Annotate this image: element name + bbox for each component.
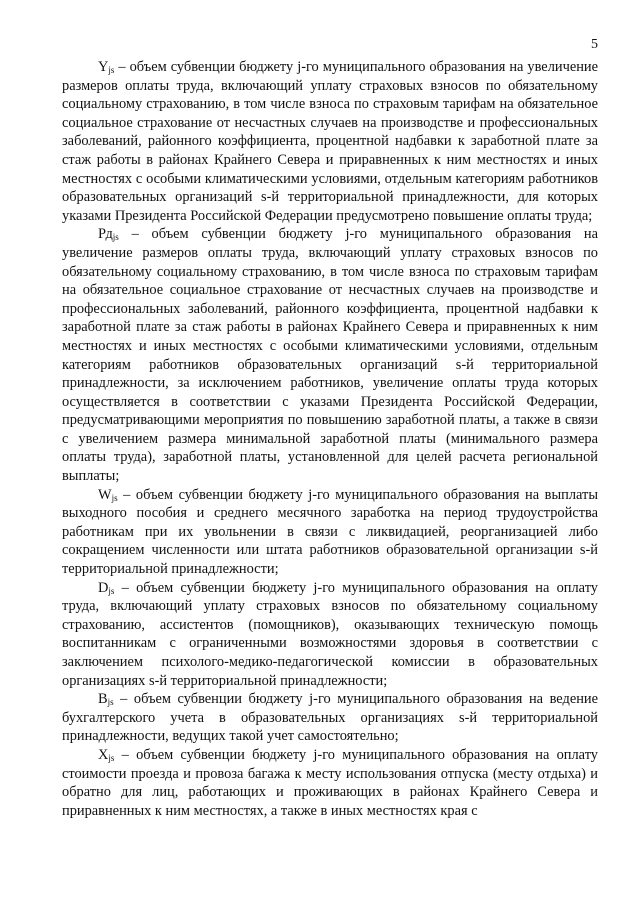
formula-subscript: js xyxy=(112,232,119,243)
paragraph-x-js xyxy=(62,746,598,820)
formula-symbol: Рд xyxy=(98,226,113,243)
page-number: 5 xyxy=(591,37,598,52)
paragraph-text: – объем субвенции бюджету j-го муниципального образования на увеличение размеров оплаты труда, включающий уплату страховых взносов по обязательному социальному страхованию, в том числе взноса по страховым тарифам на обязательное социальное страхование от несчастных случаев на производстве и профессиональных заболеваний, районного коэффициента, процентной надбавки к заработной плате за стаж работы в районах Крайнего Севера и приравненных к ним местностях и иных местностях с особыми климатическими условиями, отдельным категориям работников образовательных организаций s-й территориальной принадлежности, для которых указами Президента Российской Федерации предусмотрено повышение оплаты труда; xyxy=(62,59,598,224)
paragraph-y-js xyxy=(62,58,598,225)
paragraph-text: – объем субвенции бюджету j-го муниципального образования на оплату труда, включающий уплату страховых взносов по обязательному социальному страхованию, ассистентов (помощников), оказывающих техническую помощь воспитанникам с ограниченными возможностями здоровья в соответствии с заключением психолого-медико-педагогической комиссии в образовательных организациях s-й территориальной принадлежности; xyxy=(62,579,598,689)
paragraph-text: – объем субвенции бюджету j-го муниципального образования на увеличение размеров оплаты труда, включающий уплату страховых взносов по обязательному социальному страхованию, в том числе взноса по страховым тарифам на обязательное социальное страхование от несчастных случаев на производстве и профессиональных заболеваний, районного коэффициента, процентной надбавки к заработной плате за стаж работы в районах Крайнего Севера и приравненных к ним местностях и иных местностях с особыми климатическими условиями, отдельным категориям работников образовательных организаций s-й территориальной принадлежности, за исключением работников, увеличение оплаты труда которых осуществляется в соответствии с указами Президента Российской Федерации, предусматривающими мероприятия по повышению заработной платы, а также в связи с увеличением размера минимальной заработной платы (минимального размера оплаты труда), заработной платы, установленной для целей расчета региональной выплаты; xyxy=(62,226,598,485)
formula-subscript: js xyxy=(107,697,114,708)
paragraph-w-js xyxy=(62,486,598,579)
paragraph-text: – объем субвенции бюджету j-го муниципального образования на оплату стоимости проезда и провоза багажа к месту использования отпуска (месту отдыха) и обратно для лиц, работающих и проживающих в районах Крайнего Севера и приравненных к ним местностях, а также в иных местностях края с xyxy=(62,746,598,819)
paragraph-b-js xyxy=(62,690,598,746)
paragraph-text: – объем субвенции бюджету j-го муниципального образования на выплаты выходного пособия и среднего месячного заработка на период трудоустройства работникам при их увольнении в связи с ликвидацией, реорганизацией либо сокращением численности или штата работников образовательной организации s-й территориальной принадлежности; xyxy=(62,486,598,578)
paragraph-d-js xyxy=(62,579,598,691)
formula-symbol: Y xyxy=(98,59,109,75)
paragraph-rd-js xyxy=(62,225,598,485)
document-body xyxy=(62,58,598,820)
formula-subscript: js xyxy=(108,65,115,75)
formula-subscript: js xyxy=(111,492,118,503)
paragraph-text: – объем субвенции бюджету j-го муниципального образования на ведение бухгалтерского учета в образовательных организациях s-й территориальной принадлежности, ведущих такой учет самостоятельно; xyxy=(62,691,598,745)
formula-symbol: W xyxy=(98,486,112,503)
formula-subscript: js xyxy=(108,752,115,763)
formula-subscript: js xyxy=(108,585,115,596)
formula-symbol: X xyxy=(98,746,109,763)
formula-symbol: B xyxy=(98,691,108,708)
formula-symbol: D xyxy=(98,579,109,596)
